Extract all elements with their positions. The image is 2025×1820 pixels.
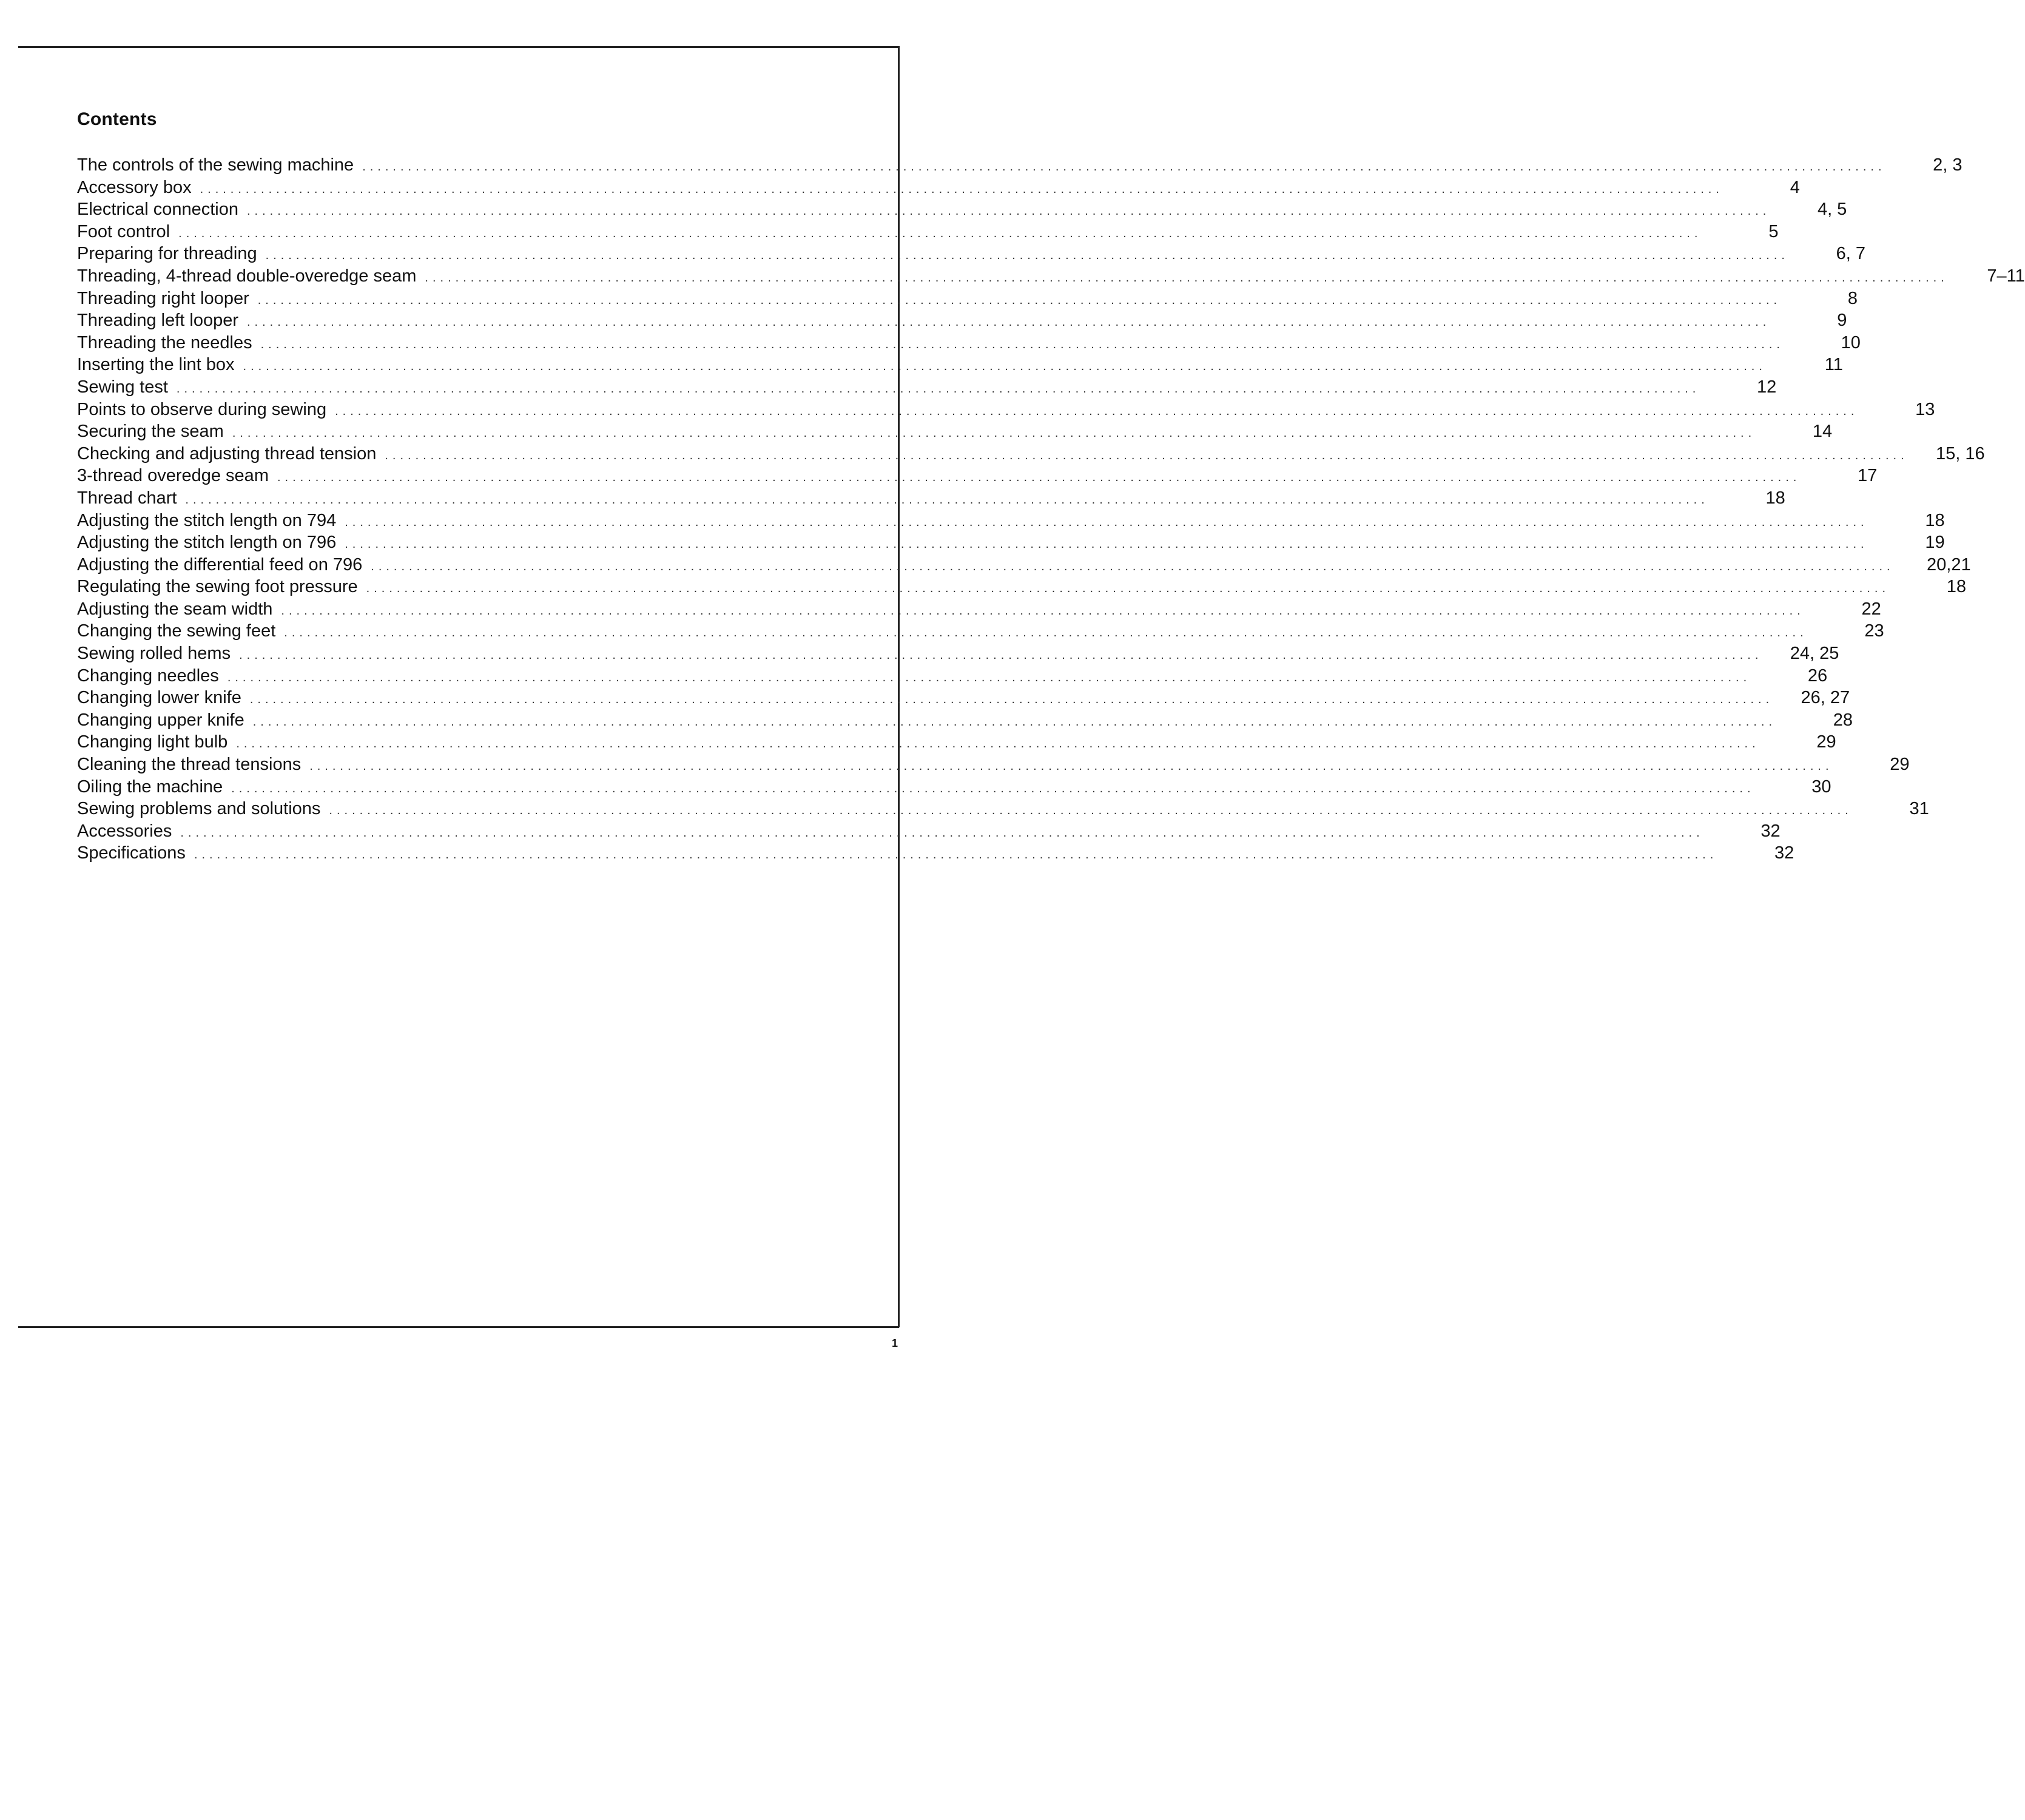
toc-entry-page: 32 bbox=[1774, 843, 1794, 863]
toc-entry-page: 4, 5 bbox=[1817, 200, 1847, 220]
toc-entry bbox=[77, 776, 1831, 798]
toc-entry-label: Preparing for threading bbox=[77, 244, 257, 264]
toc-entry-label: Points to observe during sewing bbox=[77, 399, 327, 419]
toc-entry bbox=[77, 731, 1836, 753]
bottom-rule bbox=[18, 1326, 899, 1328]
toc-entry bbox=[77, 399, 1935, 421]
toc-entry-page: 11 bbox=[1824, 355, 1843, 375]
dot-leader: ........................................................................................................................................................................................................ bbox=[252, 715, 1777, 729]
contents-title: Contents bbox=[77, 109, 157, 129]
toc-entry bbox=[77, 443, 1985, 465]
toc-entry bbox=[77, 576, 1966, 598]
toc-entry-label: Adjusting the stitch length on 796 bbox=[77, 533, 337, 553]
toc-entry-label: Inserting the lint box bbox=[77, 355, 235, 375]
toc-entry bbox=[77, 820, 1781, 843]
toc-entry-page: 5 bbox=[1768, 221, 1779, 241]
toc-entry-label: Cleaning the thread tensions bbox=[77, 755, 302, 775]
toc-entry-label: Changing the sewing feet bbox=[77, 621, 276, 641]
toc-entry-label: Sewing rolled hems bbox=[77, 644, 231, 664]
toc-entry bbox=[77, 177, 1800, 199]
toc-entry-label: Adjusting the differential feed on 796 bbox=[77, 554, 363, 575]
toc-entry-label: Thread chart bbox=[77, 488, 177, 508]
toc-entry bbox=[77, 753, 1910, 776]
toc-entry bbox=[77, 420, 1833, 443]
dot-leader: ........................................................................................................................................................................................................ bbox=[236, 737, 1760, 751]
toc-entry-page: 26, 27 bbox=[1801, 688, 1850, 708]
dot-leader: ........................................................................................................................................................................................................ bbox=[329, 804, 1853, 818]
toc-entry bbox=[77, 842, 1794, 864]
toc-entry-label: Specifications bbox=[77, 843, 186, 863]
toc-entry bbox=[77, 598, 1881, 621]
toc-entry bbox=[77, 221, 1779, 243]
toc-entry bbox=[77, 531, 1945, 554]
toc-entry-label: Electrical connection bbox=[77, 200, 238, 220]
dot-leader: ........................................................................................................................................................................................................ bbox=[239, 649, 1763, 662]
toc-entry-label: Changing upper knife bbox=[77, 710, 244, 730]
dot-leader: ........................................................................................................................................................................................................ bbox=[281, 604, 1805, 618]
dot-leader: ........................................................................................................................................................................................................ bbox=[257, 293, 1782, 307]
toc-entry-page: 29 bbox=[1890, 755, 1910, 775]
toc-entry-label: The controls of the sewing machine bbox=[77, 155, 354, 175]
toc-entry bbox=[77, 687, 1850, 709]
toc-entry-label: Changing lower knife bbox=[77, 688, 241, 708]
toc-entry bbox=[77, 332, 1861, 354]
toc-entry-label: Adjusting the seam width bbox=[77, 599, 273, 619]
dot-leader: ........................................................................................................................................................................................................ bbox=[309, 760, 1833, 774]
dot-leader: ........................................................................................................................................................................................................ bbox=[362, 160, 1886, 174]
toc-entry-label: Checking and adjusting thread tension bbox=[77, 443, 377, 463]
toc-entry-label: Threading left looper bbox=[77, 311, 238, 331]
toc-entry-page: 29 bbox=[1816, 732, 1836, 752]
toc-entry-label: Foot control bbox=[77, 221, 170, 241]
dot-leader: ........................................................................................................................................................................................................ bbox=[243, 360, 1767, 374]
toc-entry-label: Accessory box bbox=[77, 177, 192, 197]
toc-entry-page: 9 bbox=[1837, 311, 1847, 331]
toc-entry-label: Threading right looper bbox=[77, 288, 249, 308]
toc-entry-page: 26 bbox=[1807, 666, 1828, 686]
toc-entry-page: 30 bbox=[1811, 777, 1831, 797]
toc-entry bbox=[77, 309, 1847, 332]
dot-leader: ........................................................................................................................................................................................................ bbox=[231, 781, 1755, 795]
toc-entry bbox=[77, 354, 1843, 376]
toc-entry-page: 20,21 bbox=[1927, 554, 1971, 575]
top-rule bbox=[18, 46, 899, 48]
toc-entry-page: 14 bbox=[1812, 422, 1833, 442]
toc-entry-page: 2, 3 bbox=[1933, 155, 1963, 175]
toc-entry bbox=[77, 376, 1777, 399]
toc-entry-page: 7–11 bbox=[1987, 266, 2025, 286]
toc-entry-page: 6, 7 bbox=[1836, 244, 1865, 264]
dot-leader: ........................................................................................................................................................................................................ bbox=[246, 204, 1771, 218]
dot-leader: ........................................................................................................................................................................................................ bbox=[260, 337, 1784, 351]
toc-entry-page: 18 bbox=[1765, 488, 1785, 508]
toc-entry-page: 18 bbox=[1925, 510, 1945, 530]
dot-leader: ........................................................................................................................................................................................................ bbox=[284, 626, 1808, 640]
toc-entry-label: Oiling the machine bbox=[77, 777, 223, 797]
toc-entry-label: Threading, 4-thread double-overedge seam bbox=[77, 266, 417, 286]
dot-leader: ........................................................................................................................................................................................................ bbox=[345, 538, 1868, 551]
toc-entry bbox=[77, 665, 1828, 687]
toc-entry-label: Changing light bulb bbox=[77, 732, 228, 752]
toc-entry bbox=[77, 198, 1847, 221]
dot-leader: ........................................................................................................................................................................................................ bbox=[425, 271, 1949, 285]
toc-entry bbox=[77, 798, 1929, 820]
toc-entry bbox=[77, 642, 1839, 665]
dot-leader: ........................................................................................................................................................................................................ bbox=[178, 226, 1702, 240]
dot-leader: ........................................................................................................................................................................................................ bbox=[277, 471, 1801, 485]
toc-entry-page: 31 bbox=[1909, 799, 1929, 819]
toc-entry bbox=[77, 620, 1884, 642]
toc-entry bbox=[77, 510, 1945, 532]
toc-entry-page: 13 bbox=[1915, 399, 1935, 419]
toc-entry bbox=[77, 265, 2025, 288]
table-of-contents bbox=[77, 154, 2025, 864]
toc-entry-label: Accessories bbox=[77, 821, 172, 841]
toc-entry bbox=[77, 288, 1858, 310]
toc-entry-label: Regulating the sewing foot pressure bbox=[77, 577, 358, 597]
toc-entry-page: 32 bbox=[1761, 821, 1781, 841]
toc-entry-label: Changing needles bbox=[77, 666, 219, 686]
toc-entry bbox=[77, 154, 1963, 177]
dot-leader: ........................................................................................................................................................................................................ bbox=[249, 693, 1774, 707]
toc-entry-page: 22 bbox=[1861, 599, 1881, 619]
dot-leader: ........................................................................................................................................................................................................ bbox=[366, 582, 1890, 596]
toc-entry-page: 19 bbox=[1925, 533, 1945, 553]
toc-entry-page: 10 bbox=[1841, 332, 1861, 352]
dot-leader: ........................................................................................................................................................................................................ bbox=[385, 448, 1909, 462]
toc-entry-label: Securing the seam bbox=[77, 422, 224, 442]
dot-leader: ........................................................................................................................................................................................................ bbox=[227, 670, 1751, 684]
dot-leader: ........................................................................................................................................................................................................ bbox=[371, 559, 1895, 573]
dot-leader: ........................................................................................................................................................................................................ bbox=[345, 515, 1868, 529]
dot-leader: ........................................................................................................................................................................................................ bbox=[194, 848, 1718, 862]
toc-entry bbox=[77, 243, 1865, 265]
dot-leader: ........................................................................................................................................................................................................ bbox=[335, 404, 1859, 418]
toc-entry-page: 8 bbox=[1847, 288, 1858, 308]
dot-leader: ........................................................................................................................................................................................................ bbox=[232, 426, 1756, 440]
toc-entry-page: 23 bbox=[1864, 621, 1884, 641]
toc-entry-label: Threading the needles bbox=[77, 332, 252, 352]
toc-entry-page: 28 bbox=[1833, 710, 1853, 730]
toc-entry-label: Adjusting the stitch length on 794 bbox=[77, 510, 337, 530]
toc-entry-page: 18 bbox=[1946, 577, 1966, 597]
dot-leader: ........................................................................................................................................................................................................ bbox=[180, 826, 1704, 840]
toc-entry-page: 12 bbox=[1756, 377, 1777, 397]
dot-leader: ........................................................................................................................................................................................................ bbox=[247, 315, 1771, 329]
toc-entry-label: Sewing problems and solutions bbox=[77, 799, 321, 819]
page-number: 1 bbox=[892, 1337, 898, 1349]
toc-entry bbox=[77, 554, 1971, 576]
toc-entry-label: 3-thread overedge seam bbox=[77, 466, 269, 486]
toc-entry-page: 4 bbox=[1790, 177, 1800, 197]
toc-entry-page: 17 bbox=[1858, 466, 1878, 486]
toc-entry bbox=[77, 465, 1878, 487]
dot-leader: ........................................................................................................................................................................................................ bbox=[200, 182, 1723, 196]
toc-entry bbox=[77, 487, 1785, 510]
toc-entry-page: 15, 16 bbox=[1936, 443, 1985, 463]
dot-leader: ........................................................................................................................................................................................................ bbox=[265, 249, 1789, 263]
dot-leader: ........................................................................................................................................................................................................ bbox=[176, 382, 1700, 396]
toc-entry-label: Sewing test bbox=[77, 377, 168, 397]
toc-entry-page: 24, 25 bbox=[1790, 644, 1839, 664]
toc-entry bbox=[77, 709, 1853, 732]
dot-leader: ........................................................................................................................................................................................................ bbox=[185, 493, 1709, 507]
